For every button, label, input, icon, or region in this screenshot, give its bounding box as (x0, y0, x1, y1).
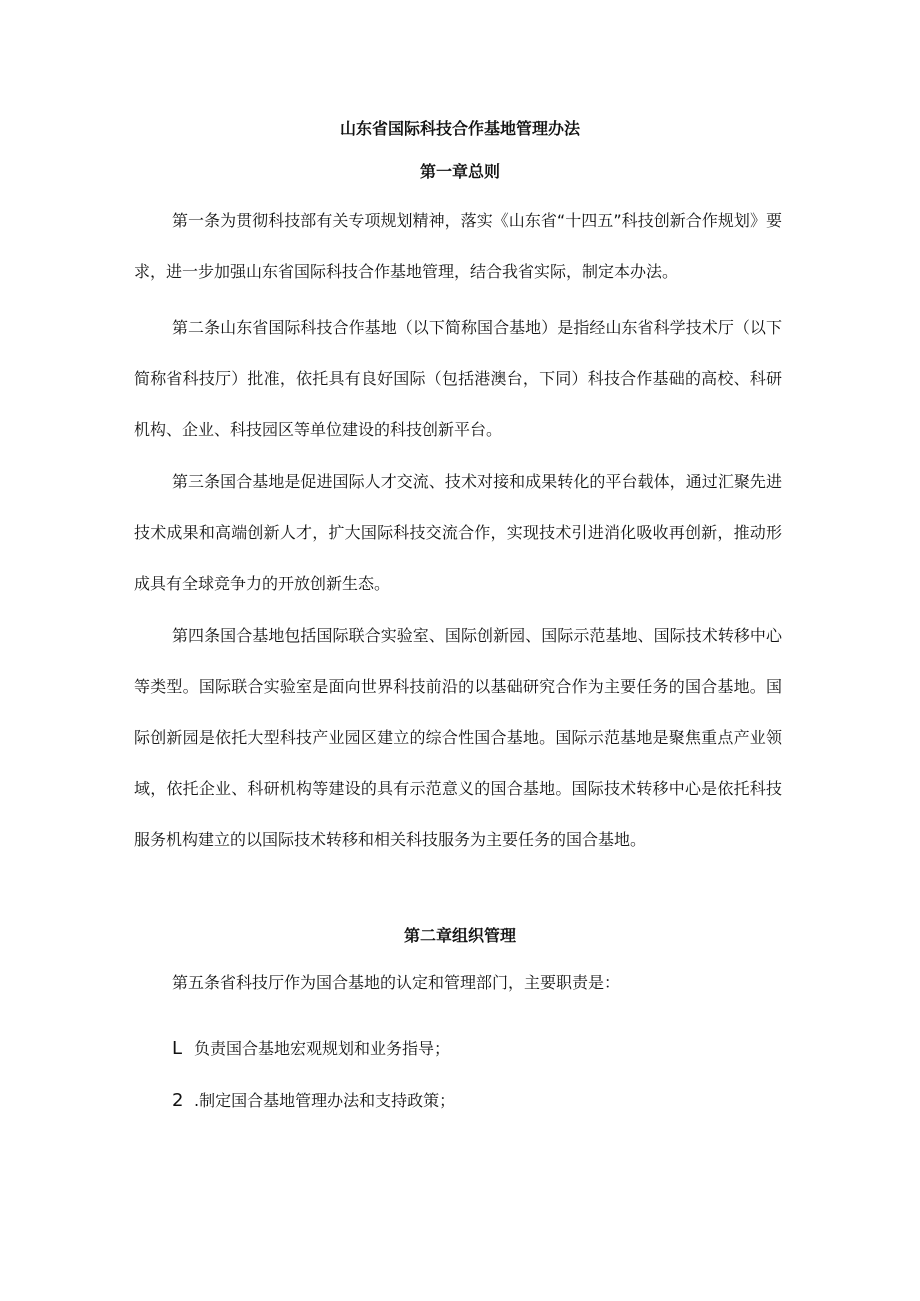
list-item-2 (172, 1091, 455, 1111)
article-3: 第三条国合基地是促进国际人才交流、技术对接和成果转化的平台载体，通过汇聚先进技术成果和高端创新人才，扩大国际科技交流合作，实现技术引进消化吸收再创新，推动形成具有全球竞争力的开放创新生态。 (134, 472, 782, 593)
list-item-2-number: 2 (172, 1090, 184, 1111)
chapter-2-heading: 第二章组织管理 (403, 926, 516, 945)
article-4: 第四条国合基地包括国际联合实验室、国际创新园、国际示范基地、国际技术转移中心等类型。国际联合实验室是面向世界科技前沿的以基础研究合作为主要任务的国合基地。国际创新园是依托大型科技产业园区建立的综合性国合基地。国际示范基地是聚焦重点产业领域，依托企业、科研机构等建设的具有示范意义的国合基地。国际技术转移中心是依托科技服务机构建立的以国际技术转移和相关科技服务为主要任务的国合基地。 (134, 626, 782, 849)
list-item-1-number: L (172, 1038, 183, 1059)
article-1: 第一条为贯彻科技部有关专项规划精神，落实《山东省“十四五”科技创新合作规划》要求，进一步加强山东省国际科技合作基地管理，结合我省实际，制定本办法。 (134, 211, 782, 281)
chapter-1-heading: 第一章总则 (419, 162, 500, 181)
list-item-2-text: .制定国合基地管理办法和支持政策； (194, 1091, 456, 1110)
document-title: 山东省国际科技合作基地管理办法 (339, 119, 580, 138)
list-item-1-text: 负责国合基地宏观规划和业务指导； (194, 1039, 451, 1058)
article-2: 第二条山东省国际科技合作基地（以下简称国合基地）是指经山东省科学技术厅（以下简称省科技厅）批准，依托具有良好国际（包括港澳台，下同）科技合作基础的高校、科研机构、企业、科技园区等单位建设的科技创新平台。 (134, 318, 782, 439)
article-5: 第五条省科技厅作为国合基地的认定和管理部门，主要职责是： (172, 973, 621, 992)
list-item-1 (172, 1039, 450, 1059)
